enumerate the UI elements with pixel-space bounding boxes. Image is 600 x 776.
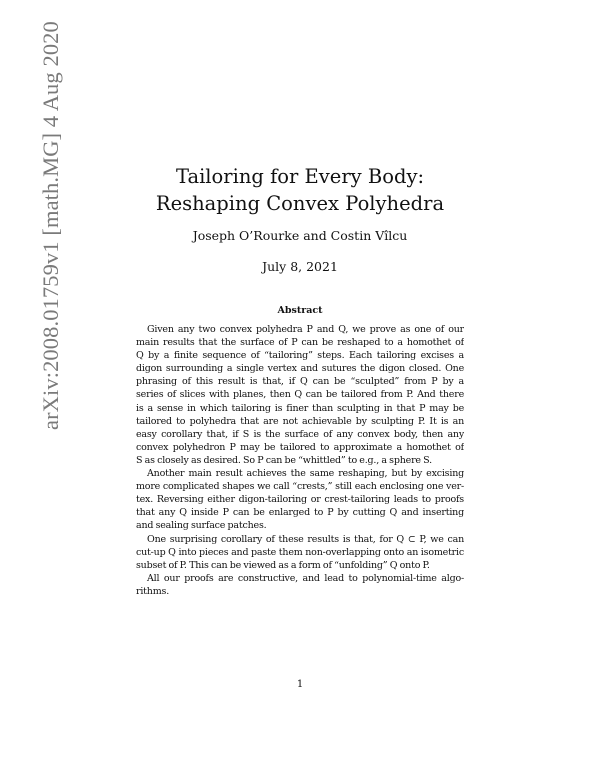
abstract-line: phrasing of this result is that, if Q can be “sculpted” from P by a (136, 376, 464, 388)
abstract-line: One surprising corollary of these results is that, for Q ⊂ P, we can (147, 533, 464, 545)
abstract-line: more complicated shapes we call “crests,” still each enclosing one ver- (136, 481, 464, 493)
abstract-paragraph (136, 467, 464, 532)
abstract-line: tex. Reversing either digon-tailoring or crest-tailoring leads to proofs (136, 494, 464, 506)
abstract-paragraph (136, 572, 464, 598)
page-number: 1 (296, 679, 304, 690)
abstract-line: that any Q inside P can be enlarged to P by cutting Q and inserting (136, 507, 464, 519)
abstract-line: rithms. (136, 585, 170, 597)
abstract-body (136, 323, 464, 598)
abstract-paragraph (136, 533, 464, 572)
abstract-line: Q by a finite sequence of “tailoring” steps. Each tailoring excises a (136, 350, 464, 362)
paper-title (100, 163, 500, 217)
abstract-line: main results that the surface of P can be reshaped to a homothet of (136, 337, 464, 349)
abstract-line: series of slices with planes, then Q can be tailored from P. And there (136, 389, 464, 401)
abstract-line: convex polyhedron P may be tailored to approximate a homothet of (136, 441, 464, 453)
abstract-line: subset of P. This can be viewed as a form of “unfolding” Q onto P. (136, 559, 430, 571)
title-line: Reshaping Convex Polyhedra (155, 192, 445, 215)
paper-date: July 8, 2021 (262, 259, 338, 274)
abstract-line: All our proofs are constructive, and lead to polynomial-time algo- (147, 572, 464, 584)
title-line: Tailoring for Every Body: (175, 165, 425, 188)
abstract-heading: Abstract (277, 305, 323, 316)
abstract-line: digon surrounding a single vertex and sutures the digon closed. One (136, 363, 464, 375)
abstract-line: and sealing surface patches. (136, 520, 267, 532)
abstract-line: easy corollary that, if S is the surface of any convex body, then any (136, 428, 464, 440)
abstract-line: is a sense in which tailoring is finer than sculpting in that P may be (136, 402, 464, 414)
abstract-line: Another main result achieves the same reshaping, but by excising (147, 468, 464, 480)
paper-authors: Joseph O’Rourke and Costin Vîlcu (192, 228, 408, 243)
abstract-line: S as closely as desired. So P can be “whittled” to e.g., a sphere S. (136, 454, 432, 466)
abstract-paragraph (136, 323, 464, 467)
abstract-line: Given any two convex polyhedra P and Q, we prove as one of our (147, 324, 464, 335)
abstract-line: cut-up Q into pieces and paste them non-overlapping onto an isometric (136, 546, 464, 558)
abstract-line: tailored to polyhedra that are not achievable by sculpting P. It is an (136, 415, 464, 427)
arxiv-identifier-stamp: arXiv:2008.01759v1 [math.MG] 4 Aug 2020 (38, 21, 63, 430)
